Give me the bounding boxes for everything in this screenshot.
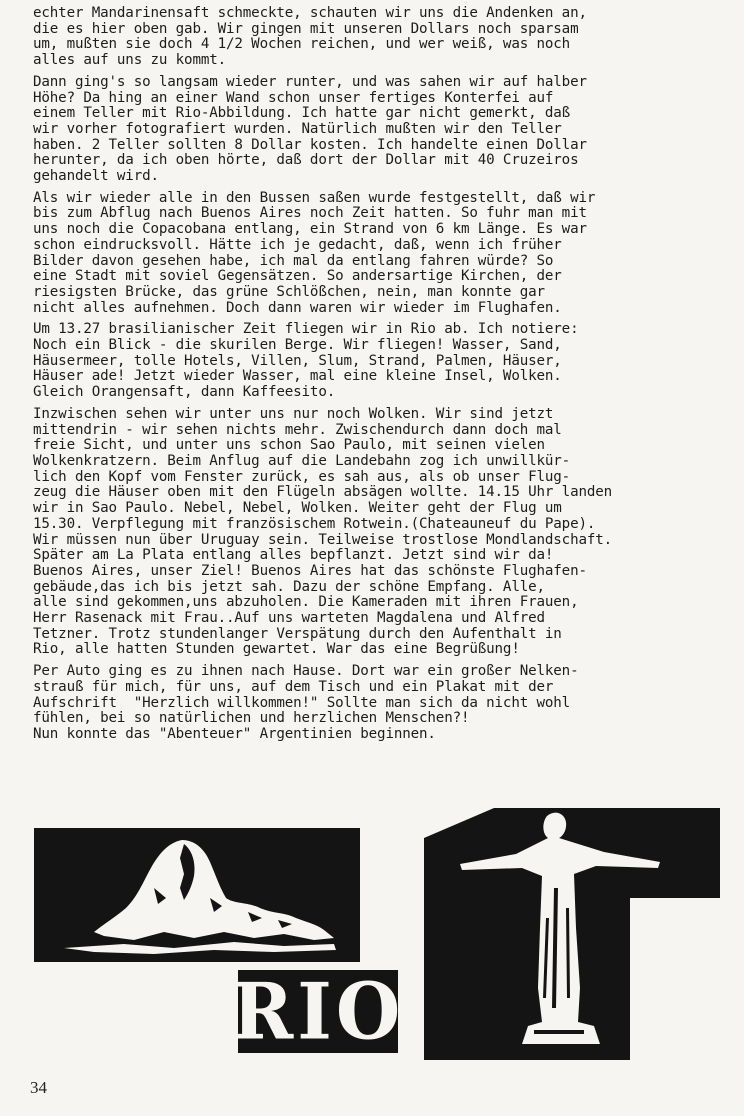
- text-line: Aufschrift "Herzlich willkommen!" Sollte man sich da nicht wohl: [33, 694, 571, 711]
- text-line: schon eindrucksvoll. Hätte ich je gedacht, daß, wenn ich früher: [33, 236, 562, 253]
- text-line: wir vorher fotografiert wurden. Natürlich mußten wir den Teller: [33, 120, 562, 137]
- text-line: Dann ging's so langsam wieder runter, und was sahen wir auf halber: [33, 73, 587, 90]
- text-line: wir in Sao Paulo. Nebel, Nebel, Wolken. Weiter geht der Flug um: [33, 500, 562, 517]
- text-line: nicht alles aufnehmen. Doch dann waren wir wieder im Flughafen.: [33, 299, 562, 316]
- text-line: gehandelt wird.: [33, 168, 159, 185]
- text-line: uns noch die Copacobana entlang, ein Strand von 6 km Länge. Es war: [33, 221, 587, 238]
- text-line: Als wir wieder alle in den Bussen saßen wurde festgestellt, daß wir: [33, 189, 596, 206]
- text-line: echter Mandarinensaft schmeckte, schauten wir uns die Andenken an,: [33, 5, 587, 21]
- text-line: Rio, alle hatten Stunden gewartet. War das eine Begrüßung!: [33, 641, 520, 658]
- paragraph: [33, 6, 723, 69]
- text-line: Per Auto ging es zu ihnen nach Hause. Dort war ein großer Nelken-: [33, 663, 579, 680]
- text-line: Bilder davon gesehen habe, ich mal da entlang fahren würde? So: [33, 252, 554, 269]
- text-line: riesigsten Brücke, das grüne Schlößchen, nein, man konnte gar: [33, 283, 545, 300]
- text-line: Tetzner. Trotz stundenlanger Verspätung durch den Aufenthalt in: [33, 625, 562, 642]
- text-line: Um 13.27 brasilianischer Zeit fliegen wir in Rio ab. Ich notiere:: [33, 321, 579, 338]
- text-line: strauß für mich, für uns, auf dem Tisch und ein Plakat mit der: [33, 678, 554, 695]
- rio-label-block: [231, 966, 405, 1057]
- paragraph: [33, 407, 723, 658]
- text-line: Buenos Aires, unser Ziel! Buenos Aires hat das schönste Flughafen-: [33, 562, 587, 579]
- text-line: Noch ein Blick - die skurilen Berge. Wir fliegen! Wasser, Sand,: [33, 337, 562, 354]
- text-line: Häusermeer, tolle Hotels, Villen, Slum, Strand, Palmen, Häuser,: [33, 352, 562, 369]
- paragraph: [33, 191, 723, 317]
- text-line: Wir müssen nun über Uruguay sein. Teilweise trostlose Mondlandschaft.: [33, 531, 613, 548]
- text-line: alle sind gekommen,uns abzuholen. Die Kameraden mit ihren Frauen,: [33, 594, 579, 611]
- paragraph: [33, 664, 723, 743]
- text-line: herunter, da ich oben hörte, daß dort der Dollar mit 40 Cruzeiros: [33, 152, 579, 169]
- text-line: mittendrin - wir sehen nichts mehr. Zwischendurch dann doch mal: [33, 421, 562, 438]
- text-line: Höhe? Da hing an einer Wand schon unser fertiges Konterfei auf: [33, 89, 554, 106]
- text-line: einem Teller mit Rio-Abbildung. Ich hatte gar nicht gemerkt, daß: [33, 105, 571, 122]
- text-line: eine Stadt mit soviel Gegensätzen. So andersartige Kirchen, der: [33, 268, 562, 285]
- text-line: alles auf uns zu kommt.: [33, 52, 227, 69]
- rio-label: RIO: [231, 966, 405, 1057]
- text-line: Inzwischen sehen wir unter uns nur noch Wolken. Wir sind jetzt: [33, 405, 554, 422]
- text-line: 15.30. Verpflegung mit französischem Rotwein.(Chateauneuf du Pape).: [33, 515, 596, 532]
- text-line: Häuser ade! Jetzt wieder Wasser, mal eine kleine Insel, Wolken.: [33, 368, 562, 385]
- body-text: [33, 6, 723, 749]
- text-line: um, mußten sie doch 4 1/2 Wochen reichen, und wer weiß, was noch: [33, 36, 571, 53]
- christ-redeemer-illustration: [424, 808, 720, 1060]
- paragraph: [33, 322, 723, 401]
- page-number: 34: [30, 1078, 47, 1097]
- text-line: gebäude,das ich bis jetzt sah. Dazu der schöne Empfang. Alle,: [33, 578, 545, 595]
- text-line: Nun konnte das "Abenteuer" Argentinien beginnen.: [33, 725, 436, 742]
- text-line: Herr Rasenack mit Frau..Auf uns warteten Magdalena und Alfred: [33, 610, 545, 627]
- text-line: Gleich Orangensaft, dann Kaffeesito.: [33, 384, 336, 401]
- text-line: Später am La Plata entlang alles bepflanzt. Jetzt sind wir da!: [33, 547, 554, 564]
- sugarloaf-illustration: [34, 828, 360, 962]
- text-line: zeug die Häuser oben mit den Flügeln absägen wollte. 14.15 Uhr landen: [33, 484, 613, 501]
- text-line: freie Sicht, und unter uns schon Sao Paulo, mit seinen vielen: [33, 437, 545, 454]
- text-line: fühlen, bei so natürlichen und herzlichen Menschen?!: [33, 710, 470, 727]
- paragraph: [33, 75, 723, 185]
- text-line: lich den Kopf vom Fenster zurück, es sah aus, als ob unser Flug-: [33, 468, 571, 485]
- text-line: bis zum Abflug nach Buenos Aires noch Zeit hatten. So fuhr man mit: [33, 205, 587, 222]
- text-line: Wolkenkratzern. Beim Anflug auf die Landebahn zog ich unwillkür-: [33, 452, 571, 469]
- text-line: haben. 2 Teller sollten 8 Dollar kosten. Ich handelte einen Dollar: [33, 136, 587, 153]
- text-line: die es hier oben gab. Wir gingen mit unseren Dollars noch sparsam: [33, 20, 579, 37]
